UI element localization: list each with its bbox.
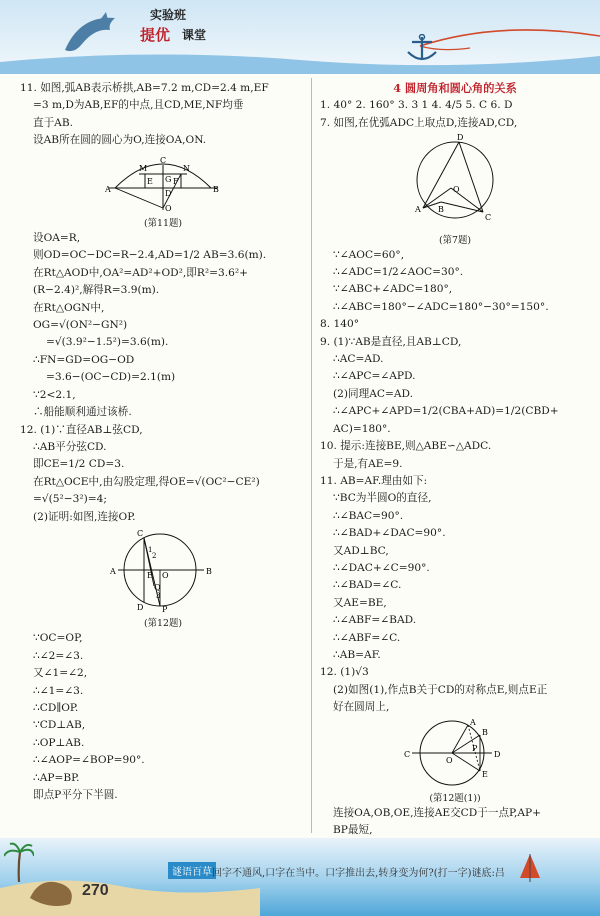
text-line: ∴AP=BP. <box>33 771 80 784</box>
text-line: =√(3.9²−1.5²)=3.6(m). <box>46 336 169 349</box>
text-line: ∴∠ADC=1/2∠AOC=30°. <box>333 266 464 279</box>
right-block-2 <box>320 247 590 717</box>
text-line: 又AE=BE, <box>333 596 387 609</box>
text-line: (2)同理AC=AD. <box>333 387 413 400</box>
text-line: 即CE=1/2 CD=3. <box>33 458 125 471</box>
text-line: ∴∠ABF=∠C. <box>333 631 401 644</box>
text-line: ∴∠DAC+∠C=90°. <box>333 561 430 574</box>
svg-text:B: B <box>438 205 444 215</box>
text-line: BP最短, <box>333 824 373 837</box>
text-line: 8. 140° <box>320 318 359 331</box>
svg-text:C: C <box>160 155 167 165</box>
section-title: 4 圆周角和圆心角的关系 <box>393 81 517 95</box>
figure-11 <box>20 150 306 230</box>
text-line: ∴∠1=∠3. <box>33 684 84 697</box>
text-line: 即点P平分下半圆. <box>33 789 118 801</box>
text-line: ∵∠ABC+∠ADC=180°, <box>333 283 453 296</box>
text-line: ∴AB平分弦CD. <box>33 440 107 453</box>
text-line: ∴AC=AD. <box>333 353 384 366</box>
text-line: 1. 40° 2. 160° 3. 3 1 4. 4/5 5. C 6. D <box>320 99 513 112</box>
svg-text:E: E <box>147 570 153 580</box>
anchor-icon <box>402 34 442 64</box>
left-block-2 <box>20 230 306 526</box>
svg-text:O: O <box>453 185 460 195</box>
palm-tree-icon <box>4 842 34 882</box>
text-line: ∴∠ABC=180°−∠ADC=180°−30°=150°. <box>333 300 549 313</box>
svg-text:C: C <box>404 749 411 759</box>
figure-12-left <box>20 526 306 630</box>
svg-text:D: D <box>137 602 144 612</box>
text-line: =√(5²−3²)=4; <box>33 493 107 506</box>
page-header <box>0 0 600 74</box>
text-line: ∵2<2.1, <box>33 388 76 401</box>
svg-text:C: C <box>485 213 492 223</box>
svg-text:O: O <box>165 203 172 212</box>
text-line: 连接OA,OB,OE,连接AE交CD于一点P,AP+ <box>333 807 542 819</box>
figure-11-drawing <box>103 150 223 212</box>
text-line: ∴∠ABF=∠BAD. <box>333 614 417 627</box>
text-line: AC)=180°. <box>333 422 391 435</box>
svg-text:3: 3 <box>156 591 161 600</box>
text-line: 在Rt△AOD中,OA²=AD²+OD²,即R²=3.6²+ <box>33 266 248 279</box>
text-line: ∵CD⊥AB, <box>33 719 86 732</box>
svg-text:P: P <box>162 604 168 612</box>
text-line: 于是,有AE=9. <box>333 457 403 470</box>
figure-12-right-drawing <box>390 717 520 787</box>
text-line: ∴∠BAD+∠DAC=90°. <box>333 527 446 540</box>
svg-text:A: A <box>105 184 111 194</box>
figure-7 <box>320 132 590 246</box>
text-line: 又AD⊥BC, <box>333 544 389 557</box>
svg-text:B: B <box>213 184 219 194</box>
figure-12-left-drawing <box>108 526 218 612</box>
figure-7-drawing <box>405 132 505 228</box>
text-line: ∴∠AOP=∠BOP=90°. <box>33 754 145 767</box>
text-line: 12. (1)√3 <box>320 666 369 679</box>
text-line: ∴AB=AF. <box>333 648 381 661</box>
text-line: ∴∠BAC=90°. <box>333 509 404 522</box>
text-line: 12. (1)∵直径AB⊥弦CD, <box>20 423 143 436</box>
text-line: ∴OP⊥AB. <box>33 736 85 749</box>
svg-text:O: O <box>162 570 169 580</box>
figure-7-caption: (第7题) <box>438 234 472 246</box>
svg-text:D: D <box>165 188 172 198</box>
text-line: 设OA=R, <box>33 232 81 245</box>
left-column <box>20 80 306 832</box>
svg-text:O: O <box>446 755 453 765</box>
text-line: 7. 如图,在优弧ADC上取点D,连接AD,CD, <box>320 116 518 129</box>
svg-text:1: 1 <box>148 545 153 554</box>
text-line: 设AB所在圆的圆心为O,连接OA,ON. <box>33 134 207 147</box>
svg-text:2: 2 <box>152 551 157 560</box>
brand-right: 课堂 <box>182 28 207 42</box>
text-line: 在Rt△OGN中, <box>33 301 105 314</box>
text-line: ∵BC为半圆O的直径, <box>333 492 432 505</box>
svg-text:C: C <box>137 528 144 538</box>
left-block-1 <box>20 80 306 150</box>
dolphin-icon <box>60 10 130 60</box>
svg-text:E: E <box>482 769 488 779</box>
left-block-3 <box>20 630 306 804</box>
right-column <box>320 80 590 837</box>
figure-11-caption: (第11题) <box>144 218 182 230</box>
text-line: ∴FN=GD=OG−OD <box>33 353 135 366</box>
text-line: ∵OC=OP, <box>33 632 83 645</box>
svg-text:D: D <box>457 133 464 143</box>
text-line: 好在圆周上, <box>333 701 390 714</box>
figure-12-left-caption: (第12题) <box>144 618 182 630</box>
svg-text:A: A <box>415 205 421 215</box>
text-line: ∴∠APC+∠APD=1/2(CBA+AD)=1/2(CBD+ <box>333 405 559 418</box>
text-line: 则OD=OC−DC=R−2.4,AD=1/2 AB=3.6(m). <box>33 249 267 262</box>
brand-top: 实验班 <box>150 8 187 22</box>
text-line: ∴∠APC=∠APD. <box>333 370 416 383</box>
riddle-label: 谜语百草 <box>168 862 216 879</box>
svg-text:E: E <box>147 176 153 186</box>
brand-mid: 提优 <box>140 27 171 44</box>
text-line: =3 m,D为AB,EF的中点,且CD,ME,NF均垂 <box>33 99 244 112</box>
text-line: OG=√(ON²−GN²) <box>33 319 128 332</box>
text-line: ∴船能顺利通过该桥. <box>33 406 132 419</box>
text-line: 11. 如图,弧AB表示桥拱,AB=7.2 m,CD=2.4 m,EF <box>20 82 269 94</box>
text-line: ∵∠AOC=60°, <box>333 248 405 261</box>
svg-text:N: N <box>183 163 190 173</box>
page-number: 270 <box>82 882 109 899</box>
right-block-1 <box>320 97 590 132</box>
text-line: 在Rt△OCE中,由勾股定理,得OE=√(OC²−CE²) <box>33 475 260 488</box>
svg-text:B: B <box>206 566 212 576</box>
text-line: 9. (1)∵AB是直径,且AB⊥CD, <box>320 335 462 348</box>
text-line: (2)如图(1),作点B关于CD的对称点E,则点E正 <box>333 683 548 696</box>
svg-text:A: A <box>470 717 476 727</box>
text-line: 10. 提示:连接BE,则△ABE∽△ADC. <box>320 440 492 453</box>
riddle-text: 回字不通风,口字在当中。口字推出去,转身变为何?(打一字)谜底:吕 <box>212 868 505 879</box>
svg-text:B: B <box>482 727 488 737</box>
svg-text:A: A <box>110 566 116 576</box>
svg-text:M: M <box>139 163 148 173</box>
text-line: 直于AB. <box>33 116 73 129</box>
text-line: ∴∠BAD=∠C. <box>333 579 402 592</box>
svg-text:Q: Q <box>154 582 161 592</box>
text-line: =3.6−(OC−CD)=2.1(m) <box>46 371 176 384</box>
text-line: 又∠1=∠2, <box>33 667 88 680</box>
column-divider <box>311 78 312 833</box>
text-line: (R−2.4)²,解得R=3.9(m). <box>33 284 160 297</box>
figure-12-right-caption: (第12题(1)) <box>429 793 481 804</box>
text-line: ∴CD∥OP. <box>33 701 79 714</box>
svg-text:G: G <box>165 174 172 184</box>
svg-text:F: F <box>173 176 179 186</box>
svg-text:P: P <box>472 743 478 753</box>
figure-12-right <box>320 717 590 805</box>
svg-text:D: D <box>494 749 501 759</box>
text-line: ∴∠2=∠3. <box>33 649 84 662</box>
text-line: 11. AB=AF.理由如下: <box>320 474 428 487</box>
text-line: (2)证明:如图,连接OP. <box>33 510 136 523</box>
